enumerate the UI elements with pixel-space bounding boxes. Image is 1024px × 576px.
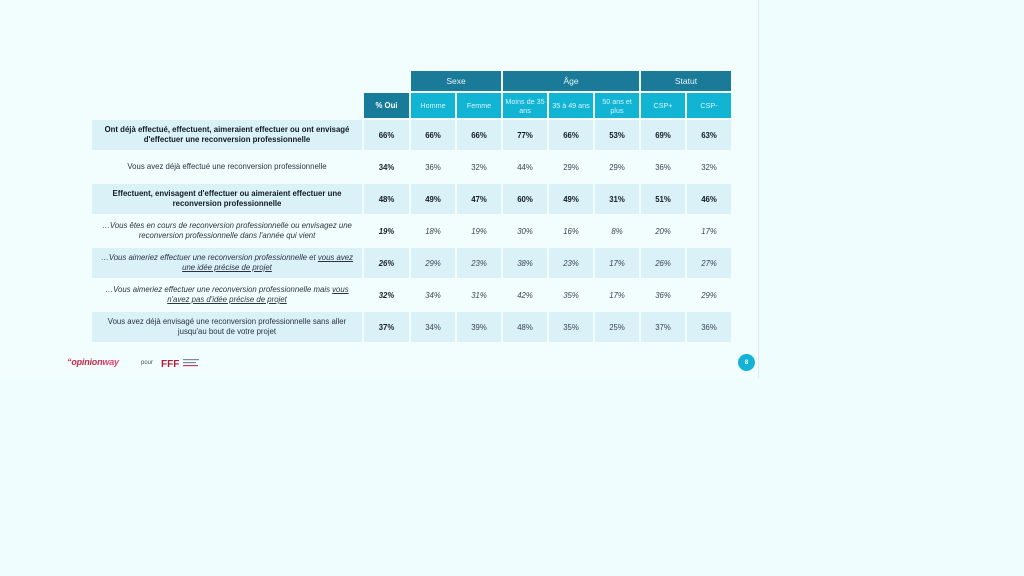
- cell-moins-35: 77%: [503, 120, 547, 150]
- cell-50-plus: 17%: [595, 280, 639, 310]
- row-label-text: Vous avez déjà envisagé une reconversion professionnelle sans aller jusqu'au bout de votre projet: [107, 317, 347, 336]
- cell-homme: 29%: [411, 248, 455, 278]
- logo-main-text: opinion: [71, 357, 103, 367]
- cell-femme: 39%: [457, 312, 501, 342]
- cell-csp-plus: 51%: [641, 184, 685, 214]
- cell-femme: 66%: [457, 120, 501, 150]
- cell-csp-plus: 69%: [641, 120, 685, 150]
- table-row: [92, 312, 731, 342]
- results-table: [90, 69, 733, 344]
- table-row: [92, 184, 731, 214]
- cell-moins-35: 60%: [503, 184, 547, 214]
- cell-50-plus: 31%: [595, 184, 639, 214]
- partner-logo-text: FFF: [161, 359, 180, 369]
- row-label-text: [101, 285, 353, 305]
- cell-csp-plus: 37%: [641, 312, 685, 342]
- sub-header-row: [92, 93, 731, 118]
- header-spacer: [92, 71, 362, 91]
- cell-total: 66%: [364, 120, 409, 150]
- group-header-statut: Statut: [641, 71, 731, 91]
- cell-moins-35: 38%: [503, 248, 547, 278]
- col-header-csp-minus: CSP-: [687, 93, 731, 118]
- row-label-text: …Vous êtes en cours de reconversion professionnelle ou envisagez une reconversion professionnelle dans l'année qui vient: [102, 221, 352, 240]
- row-label: [92, 120, 362, 150]
- cell-csp-minus: 17%: [687, 216, 731, 246]
- cell-homme: 34%: [411, 312, 455, 342]
- cell-homme: 18%: [411, 216, 455, 246]
- cell-csp-plus: 36%: [641, 152, 685, 182]
- cell-csp-plus: 36%: [641, 280, 685, 310]
- cell-csp-plus: 20%: [641, 216, 685, 246]
- row-label: [92, 184, 362, 214]
- cell-csp-minus: 32%: [687, 152, 731, 182]
- row-label: [92, 280, 362, 310]
- cell-csp-minus: 29%: [687, 280, 731, 310]
- page-number-badge: 8: [738, 354, 755, 371]
- cell-csp-plus: 26%: [641, 248, 685, 278]
- cell-total: 32%: [364, 280, 409, 310]
- header-spacer: [364, 71, 409, 91]
- group-header-sexe: Sexe: [411, 71, 501, 91]
- table-row: [92, 216, 731, 246]
- cell-50-plus: 8%: [595, 216, 639, 246]
- col-header-35-49: 35 à 49 ans: [549, 93, 593, 118]
- table-row: [92, 152, 731, 182]
- cell-50-plus: 29%: [595, 152, 639, 182]
- row-label-text: Vous avez déjà effectué une reconversion professionnelle: [127, 162, 327, 171]
- cell-femme: 31%: [457, 280, 501, 310]
- cell-35-49: 23%: [549, 248, 593, 278]
- row-label-part: …Vous aimeriez effectuer une reconversion professionnelle mais: [105, 285, 333, 294]
- cell-35-49: 49%: [549, 184, 593, 214]
- cell-csp-minus: 46%: [687, 184, 731, 214]
- partner-logo: [161, 357, 201, 369]
- group-header-row: [92, 71, 731, 91]
- cell-35-49: 29%: [549, 152, 593, 182]
- row-label: [92, 248, 362, 278]
- cell-femme: 47%: [457, 184, 501, 214]
- cell-35-49: 66%: [549, 120, 593, 150]
- footer-pour-text: pour: [141, 360, 154, 366]
- col-header-csp-plus: CSP+: [641, 93, 685, 118]
- row-label-underlined: vous n'avez pas d'idée précise de projet: [167, 285, 349, 304]
- cell-50-plus: 53%: [595, 120, 639, 150]
- cell-35-49: 16%: [549, 216, 593, 246]
- row-label-text: Ont déjà effectué, effectuent, aimeraient effectuer ou ont envisagé d'effectuer une reconversion professionnelle: [104, 125, 350, 144]
- col-header-50-plus: 50 ans et plus: [595, 93, 639, 118]
- cell-csp-minus: 36%: [687, 312, 731, 342]
- col-header-homme: Homme: [411, 93, 455, 118]
- row-label-text: [101, 253, 353, 273]
- cell-femme: 19%: [457, 216, 501, 246]
- cell-homme: 66%: [411, 120, 455, 150]
- table-row: [92, 120, 731, 150]
- cell-homme: 34%: [411, 280, 455, 310]
- row-label: [92, 216, 362, 246]
- cell-50-plus: 17%: [595, 248, 639, 278]
- col-header-total: % Oui: [364, 93, 409, 118]
- col-header-moins-35: Moins de 35 ans: [503, 93, 547, 118]
- cell-50-plus: 25%: [595, 312, 639, 342]
- cell-total: 37%: [364, 312, 409, 342]
- cell-homme: 49%: [411, 184, 455, 214]
- logo-accent-text: way: [102, 357, 119, 367]
- cell-moins-35: 44%: [503, 152, 547, 182]
- cell-moins-35: 42%: [503, 280, 547, 310]
- cell-csp-minus: 27%: [687, 248, 731, 278]
- cell-total: 48%: [364, 184, 409, 214]
- cell-35-49: 35%: [549, 312, 593, 342]
- cell-total: 34%: [364, 152, 409, 182]
- cell-femme: 32%: [457, 152, 501, 182]
- cell-femme: 23%: [457, 248, 501, 278]
- row-label-text: Effectuent, envisagent d'effectuer ou aimeraient effectuer une reconversion professionnelle: [112, 189, 342, 208]
- row-label: [92, 312, 362, 342]
- table-row: [92, 248, 731, 278]
- row-label-underlined: vous avez une idée précise de projet: [182, 253, 353, 272]
- row-label-part: …Vous aimeriez effectuer une reconversion professionnelle et: [101, 253, 318, 262]
- opinionway-logo: “opinionway: [67, 357, 119, 367]
- cell-total: 26%: [364, 248, 409, 278]
- cell-homme: 36%: [411, 152, 455, 182]
- col-header-femme: Femme: [457, 93, 501, 118]
- row-label: [92, 152, 362, 182]
- group-header-age: Âge: [503, 71, 639, 91]
- cell-moins-35: 48%: [503, 312, 547, 342]
- cell-35-49: 35%: [549, 280, 593, 310]
- cell-moins-35: 30%: [503, 216, 547, 246]
- cell-total: 19%: [364, 216, 409, 246]
- slide: [0, 0, 759, 378]
- table-row: [92, 280, 731, 310]
- cell-csp-minus: 63%: [687, 120, 731, 150]
- header-spacer: [92, 93, 362, 118]
